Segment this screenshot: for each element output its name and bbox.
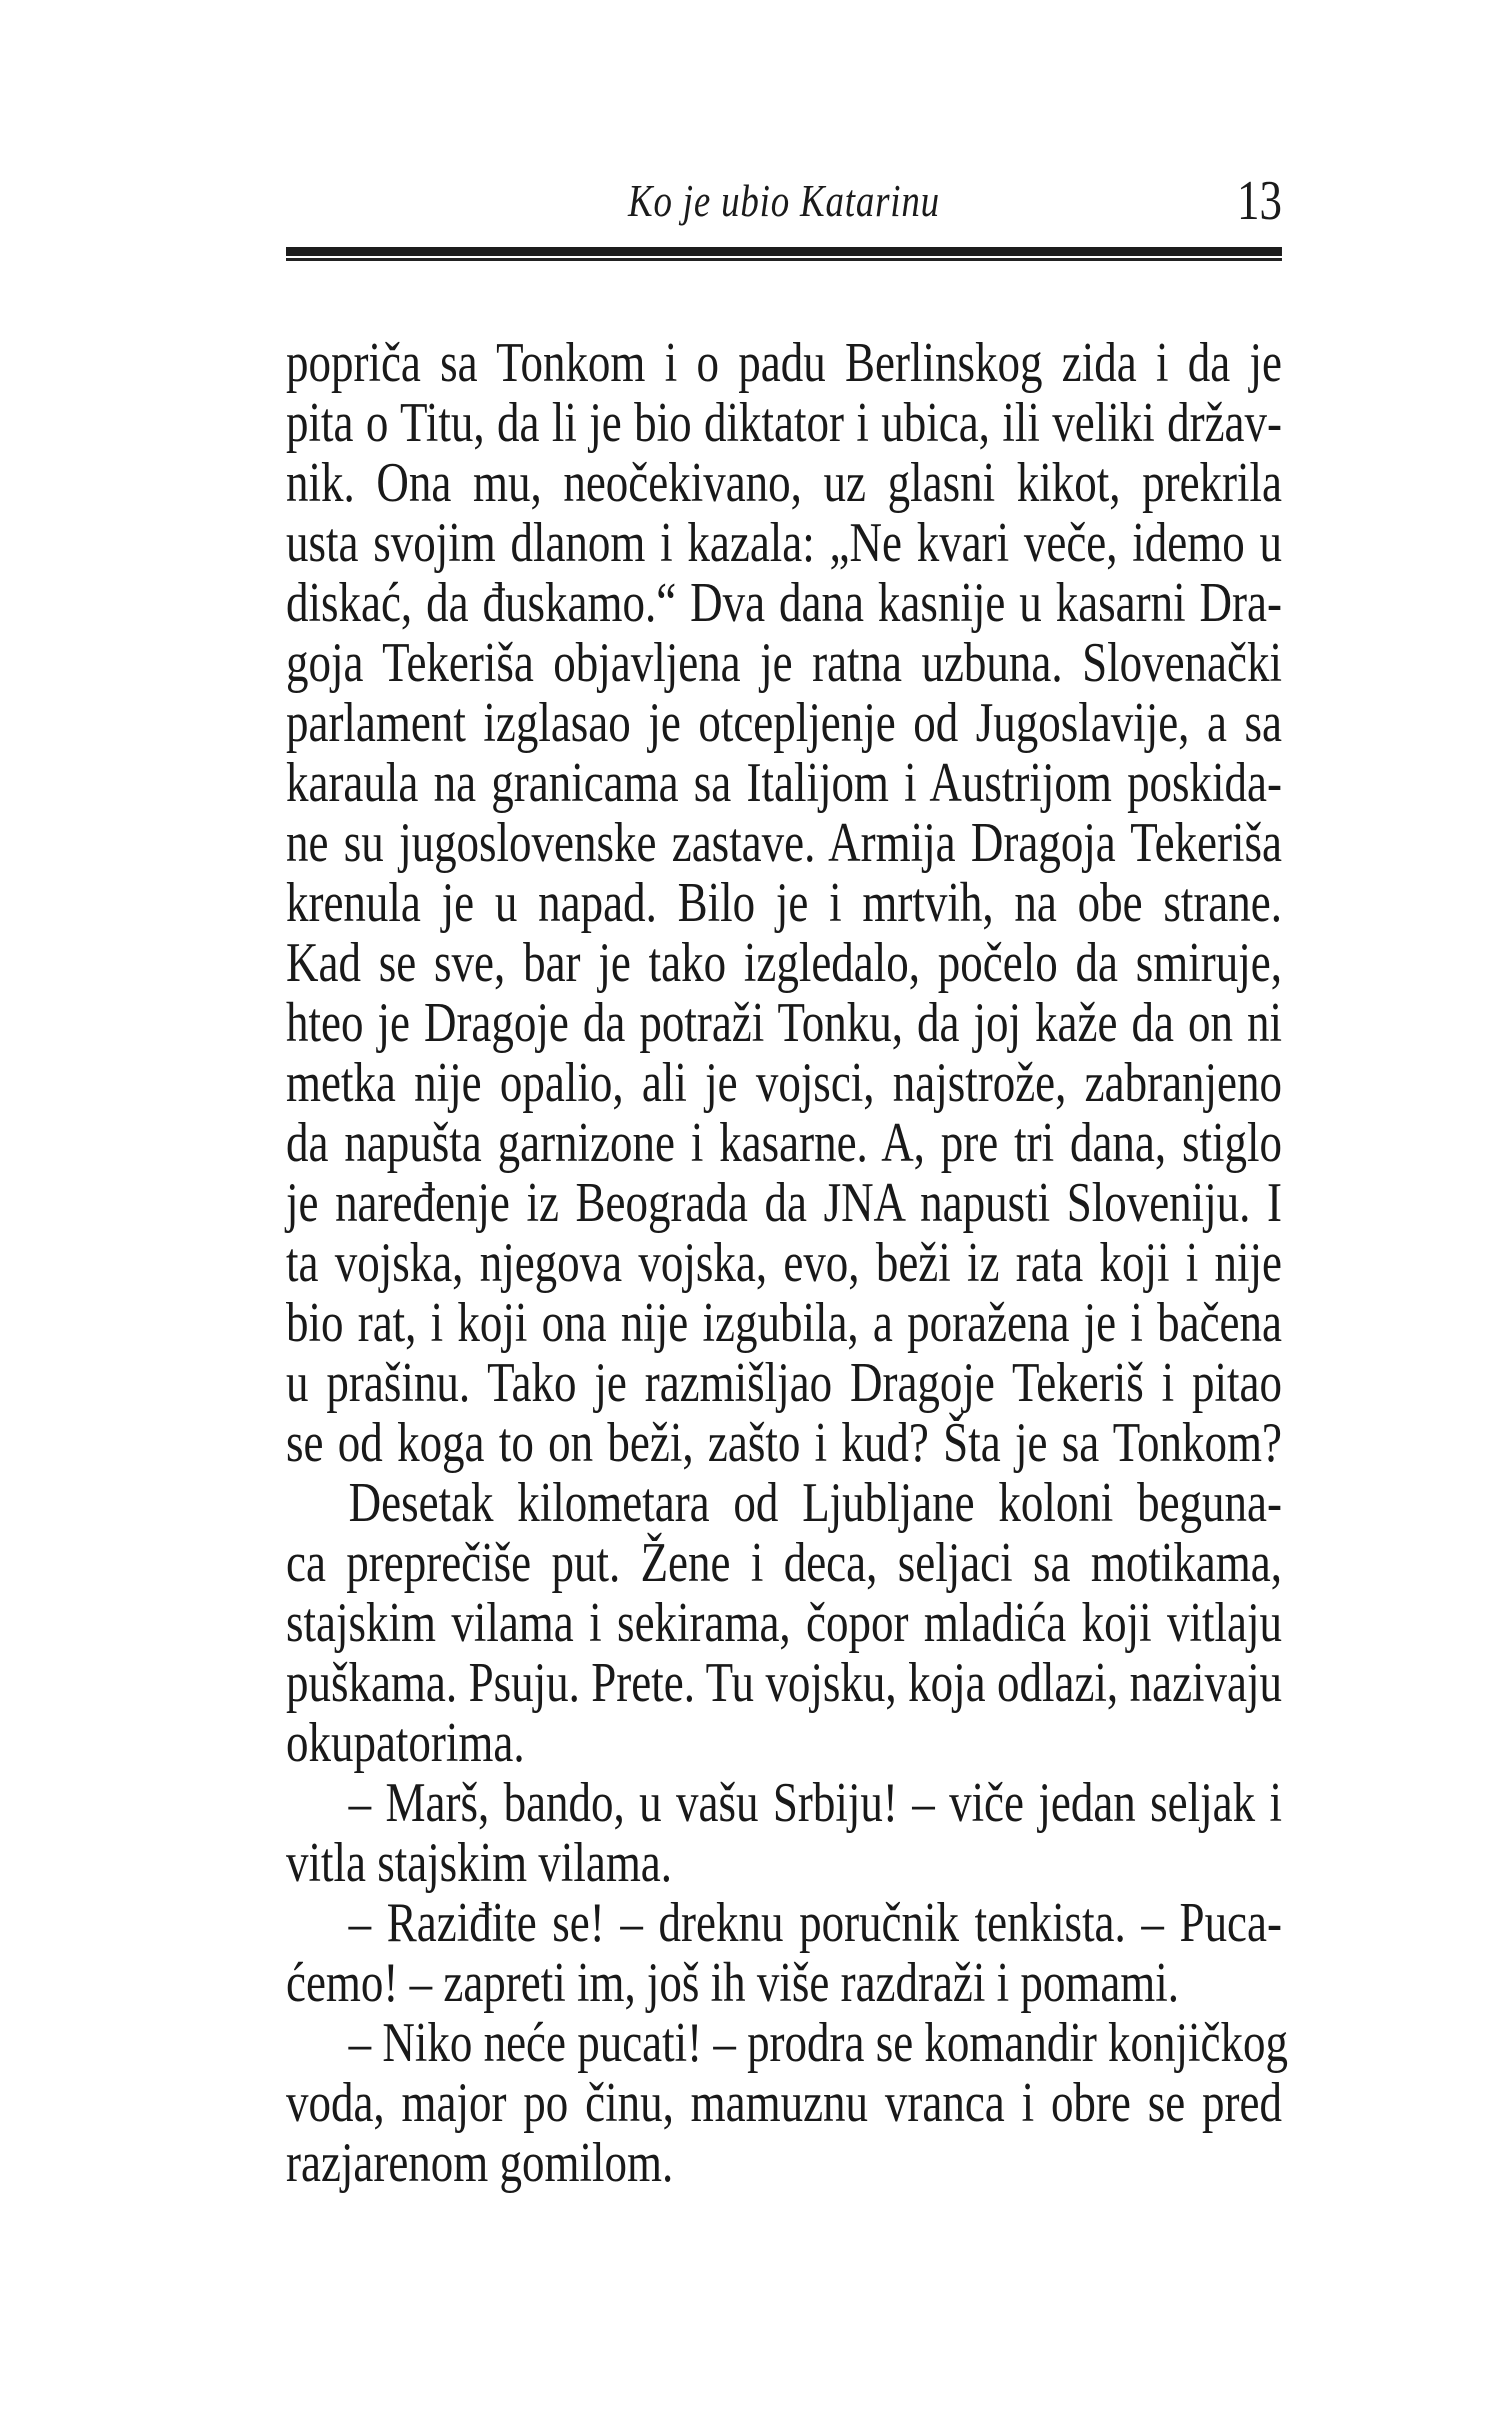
- text-line: pita o Titu, da li je bio diktator i ubica, ili veliki držav-: [286, 392, 1282, 454]
- text-line: Desetak kilometara od Ljubljane koloni beguna-: [348, 1472, 1282, 1534]
- body-text: [286, 332, 1288, 2194]
- text-line: da napušta garnizone i kasarne. A, pre tri dana, stiglo: [286, 1112, 1282, 1174]
- text-line: bio rat, i koji ona nije izgubila, a poražena je i bačena: [286, 1292, 1282, 1354]
- text-line: ca preprečiše put. Žene i deca, seljaci sa motikama,: [286, 1532, 1282, 1594]
- text-line: Kad se sve, bar je tako izgledalo, počelo da smiruje,: [286, 932, 1282, 994]
- text-line: vitla stajskim vilama.: [286, 1832, 673, 1894]
- text-line: puškama. Psuju. Prete. Tu vojsku, koja odlazi, nazivaju: [286, 1652, 1282, 1714]
- header-rule-thick: [286, 247, 1282, 256]
- text-line: ćemo! – zapreti im, još ih više razdraži i pomami.: [286, 1952, 1180, 2014]
- text-line: popriča sa Tonkom i o padu Berlinskog zida i da je: [286, 332, 1282, 394]
- text-line: – Raziđite se! – dreknu poručnik tenkista. – Puca-: [348, 1892, 1282, 1954]
- text-line: u prašinu. Tako je razmišljao Dragoje Tekeriš i pitao: [286, 1352, 1282, 1414]
- running-title: Ko je ubio Katarinu: [628, 175, 940, 226]
- text-line: ne su jugoslovenske zastave. Armija Dragoja Tekeriša: [286, 812, 1282, 874]
- text-line: karaula na granicama sa Italijom i Austrijom poskida-: [286, 752, 1282, 814]
- text-line: ta vojska, njegova vojska, evo, beži iz rata koji i nije: [286, 1232, 1282, 1294]
- text-line: stajskim vilama i sekirama, čopor mladića koji vitlaju: [286, 1592, 1282, 1654]
- header-rule-thin: [286, 258, 1282, 261]
- text-line: usta svojim dlanom i kazala: „Ne kvari veče, idemo u: [286, 512, 1282, 574]
- text-line: metka nije opalio, ali je vojsci, najstrože, zabranjeno: [286, 1052, 1282, 1114]
- text-line: diskać, da đuskamo.“ Dva dana kasnije u kasarni Dra-: [286, 572, 1282, 634]
- text-line: se od koga to on beži, zašto i kud? Šta je sa Tonkom?: [286, 1412, 1282, 1474]
- text-line: razjarenom gomilom.: [286, 2132, 674, 2194]
- text-line: voda, major po činu, mamuznu vranca i obre se pred: [286, 2072, 1282, 2134]
- text-line: nik. Ona mu, neočekivano, uz glasni kikot, prekrila: [286, 452, 1282, 514]
- text-line: okupatorima.: [286, 1712, 525, 1774]
- text-line: je naređenje iz Beograda da JNA napusti Sloveniju. I: [286, 1172, 1282, 1234]
- text-line: – Niko neće pucati! – prodra se komandir konjičkog: [348, 2012, 1288, 2074]
- header-rule: [286, 247, 1282, 261]
- page-content: [286, 0, 1288, 2433]
- page-header: [286, 170, 1282, 232]
- text-line: – Marš, bando, u vašu Srbiju! – viče jedan seljak i: [348, 1772, 1282, 1834]
- text-line: goja Tekeriša objavljena je ratna uzbuna. Slovenački: [286, 632, 1282, 694]
- text-line: parlament izglasao je otcepljenje od Jugoslavije, a sa: [286, 692, 1282, 754]
- text-line: hteo je Dragoje da potraži Tonku, da joj kaže da on ni: [286, 992, 1282, 1054]
- text-line: krenula je u napad. Bilo je i mrtvih, na obe strane.: [286, 872, 1282, 934]
- page-number: 13: [1236, 170, 1282, 232]
